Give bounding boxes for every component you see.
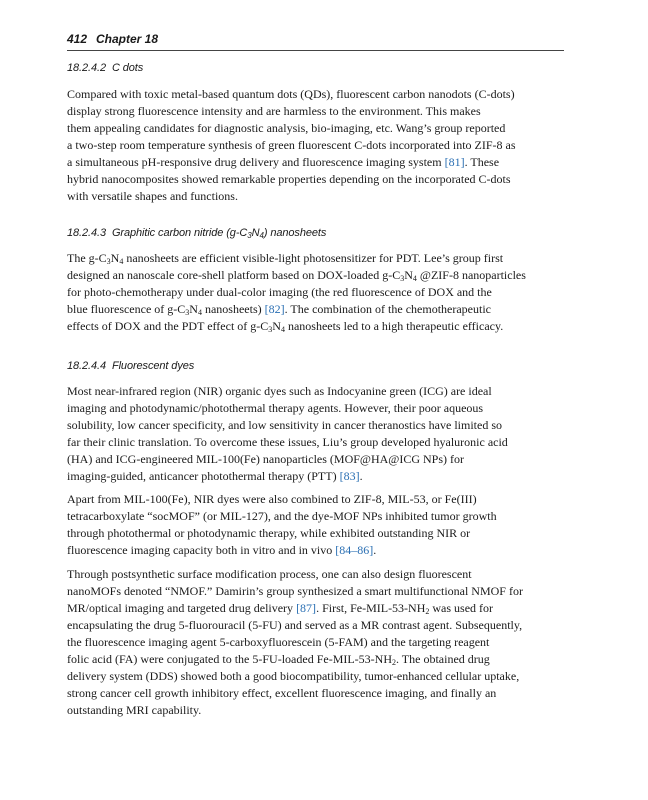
section-title: C dots [111,62,144,74]
text-line: with versatile shapes and functions. [67,189,238,203]
text-line: effects of DOX and the PDT effect of $g-C_3N_4$ nanosheets led to a high therapeutic efficacy. [67,319,504,334]
text-line: imaging and photodynamic/photothermal therapy agents. However, their poor aqueous [67,401,484,415]
text-line: through photothermal or photodynamic therapy, while exhibited outstanding NIR or [67,526,471,540]
text-line: MR/optical imaging and targeted drug delivery [87]. First, $Fe-MIL-53-NH_2$ was used for [67,601,494,616]
paragraph-dye-mof [67,491,567,559]
text-line: for photo-chemotherapy under dual-color imaging (the red fluorescence of DOX and the [67,285,492,299]
paragraph-g-c3n4 [67,250,567,335]
text-line: outstanding MRI capability. [67,703,202,717]
page-number: 412 [67,32,88,46]
section-title: Graphitic carbon nitride $(g-C_3N_4)$ nanosheets [111,227,327,240]
text-line: Apart from MIL-100(Fe), NIR dyes were also combined to ZIF-8, MIL-53, or Fe(III) [67,492,477,506]
citation-link[interactable]: [83] [339,469,360,483]
paragraph-nir-dyes [67,383,567,485]
citation-link[interactable]: [81] [444,155,465,169]
text-line: Most near-infrared region (NIR) organic dyes such as Indocyanine green (ICG) are ideal [67,384,492,398]
text-line: Compared with toxic metal-based quantum dots (QDs), fluorescent carbon nanodots (C-dots) [67,87,515,101]
text-line: display strong fluorescence intensity and are harmless to the environment. This makes [67,104,481,118]
text-line: far their clinic translation. To overcome these issues, Liu’s group developed hyaluronic acid [67,435,508,449]
text-line: delivery system (DDS) showed both a good biocompatibility, tumor-enhanced cellular uptake, [67,669,520,683]
text-line: (HA) and ICG-engineered MIL-100(Fe) nanoparticles (MOF@HA@ICG NPs) for [67,452,465,466]
section-number: 18.2.4.4 [67,360,106,372]
citation-link[interactable]: [87] [296,601,317,615]
section-heading-g-c3n4 [67,227,326,239]
chapter-title: Chapter 18 [96,32,159,46]
text-line: them appealing candidates for diagnostic analysis, bio-imaging, etc. Wang’s group reported [67,121,506,135]
text-line: a simultaneous pH-responsive drug delivery and fluorescence imaging system [81]. These [67,155,500,169]
text-line: solubility, low cancer specificity, and low sensitivity in cancer theranostics have limited so [67,418,502,432]
paragraph-nmof [67,566,567,719]
text-line: blue fluorescence of $g-C_3N_4$ nanosheets) [82]. The combination of the chemotherapeutic [67,302,491,317]
paragraph-c-dots [67,86,567,205]
text-line: Through postsynthetic surface modification process, one can also design fluorescent [67,567,472,581]
text-line: encapsulating the drug 5-fluorouracil (5-FU) and served as a MR contrast agent. Subsequently, [67,618,523,632]
section-heading-c-dots [67,62,143,74]
citation-link[interactable]: [84–86] [335,543,374,557]
text-line: tetracarboxylate “socMOF” (or MIL-127), and the dye-MOF NPs inhibited tumor growth [67,509,497,523]
section-heading-fluorescent-dyes [67,360,194,372]
text-line: the fluorescence imaging agent 5-carboxyfluorescein (5-FAM) and the targeting reagent [67,635,490,649]
text-line: nanoMOFs denoted “NMOF.” Damirin’s group synthesized a smart multifunctional NMOF for [67,584,523,598]
text-line: hybrid nanocomposites showed remarkable properties depending on the incorporated C-dots [67,172,511,186]
text-line: strong cancer cell growth inhibitory effect, excellent fluorescence imaging, and finally an [67,686,497,700]
running-header [67,30,564,51]
section-title: Fluorescent dyes [111,360,195,372]
text-line: imaging-guided, anticancer photothermal therapy (PTT) [83]. [67,469,363,483]
text-line: folic acid (FA) were conjugated to the 5-FU-loaded $Fe-MIL-53-NH_2$. The obtained drug [67,652,490,667]
text-line: The $g-C_3N_4$ nanosheets are efficient visible-light photosensitizer for PDT. Lee’s group first [67,251,504,266]
text-line: a two-step room temperature synthesis of green fluorescent C-dots incorporated into ZIF-8 as [67,138,516,152]
citation-link[interactable]: [82] [264,302,285,316]
section-number: 18.2.4.3 [67,227,106,239]
text-line: designed an nanoscale core-shell platform based on DOX-loaded $g-C_3N_4$ @ZIF-8 nanoparticles [67,268,526,283]
text-line: fluorescence imaging capacity both in vitro and in vivo [84–86]. [67,543,377,557]
section-number: 18.2.4.2 [67,62,106,74]
